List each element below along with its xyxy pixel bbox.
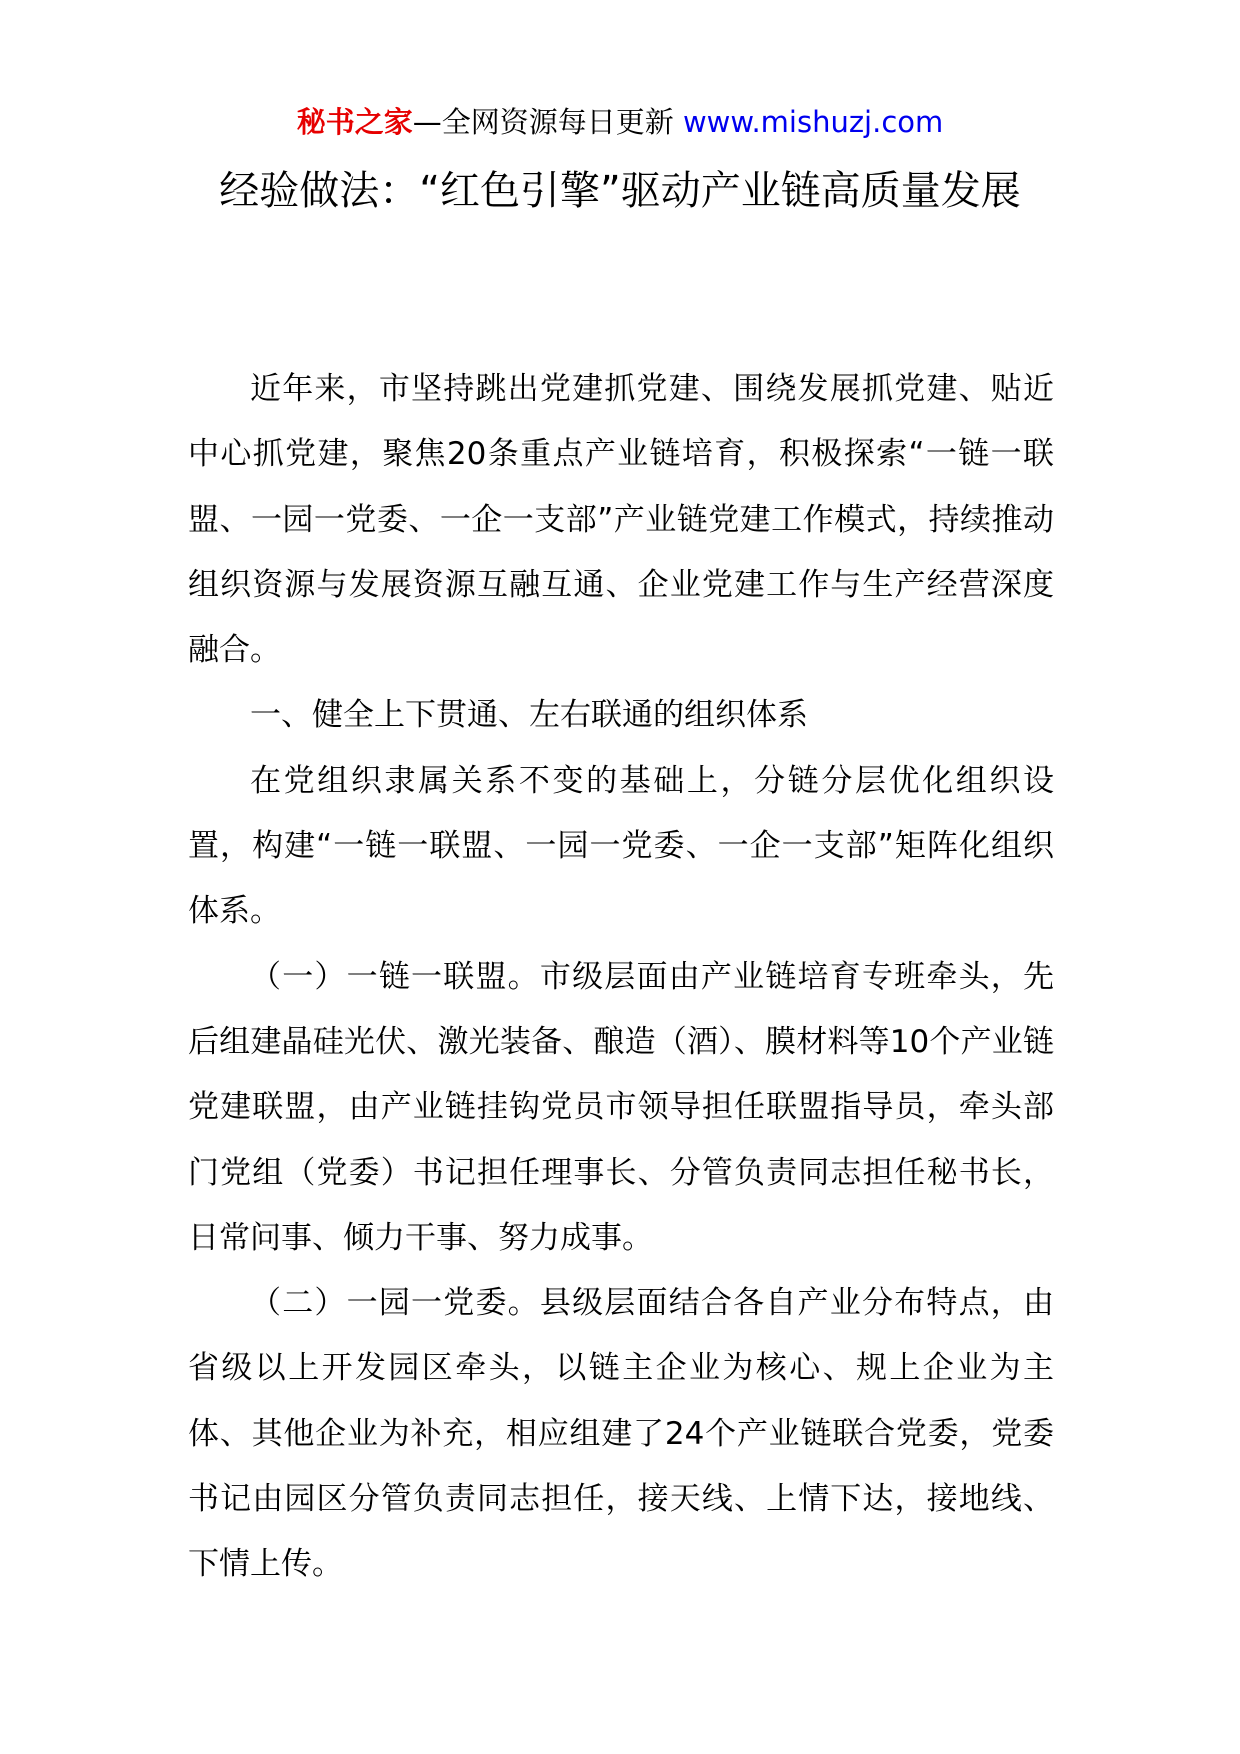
- document-body: [188, 357, 1054, 1598]
- site-brand: 秘书之家: [296, 105, 413, 139]
- site-url-link[interactable]: www.mishuzj.com: [682, 105, 944, 139]
- section-heading-1: 一、健全上下贯通、左右联通的组织体系: [250, 697, 808, 734]
- site-tagline: —全网资源每日更新: [412, 105, 683, 139]
- paragraph-item-1: （一）一链一联盟。市级层面由产业链培育专班牵头，先后组建晶硅光伏、激光装备、酿造（酒）、膜材料等10个产业链党建联盟，由产业链挂钩党员市领导担任联盟指导员，牵头部门党组（党委）书记担任理事长、分管负责同志担任秘书长，日常问事、倾力干事、努力成事。: [188, 958, 1054, 1256]
- document-title: 经验做法：“红色引擎”驱动产业链高质量发展: [219, 168, 1021, 214]
- paragraph-item-2: （二）一园一党委。县级层面结合各自产业分布特点，由省级以上开发园区牵头，以链主企业为核心、规上企业为主体、其他企业为补充，相应组建了24个产业链联合党委，党委书记由园区分管负责同志担任，接天线、上情下达，接地线、下情上传。: [188, 1285, 1054, 1583]
- paragraph-section-1: 在党组织隶属关系不变的基础上，分链分层优化组织设置，构建“一链一联盟、一园一党委、一企一支部”矩阵化组织体系。: [188, 762, 1054, 930]
- site-header: [0, 100, 1240, 144]
- paragraph-intro: 近年来，市坚持跳出党建抓党建、围绕发展抓党建、贴近中心抓党建，聚焦20条重点产业链培育，积极探索“一链一联盟、一园一党委、一企一支部”产业链党建工作模式，持续推动组织资源与发展资源互融互通、企业党建工作与生产经营深度融合。: [188, 371, 1054, 669]
